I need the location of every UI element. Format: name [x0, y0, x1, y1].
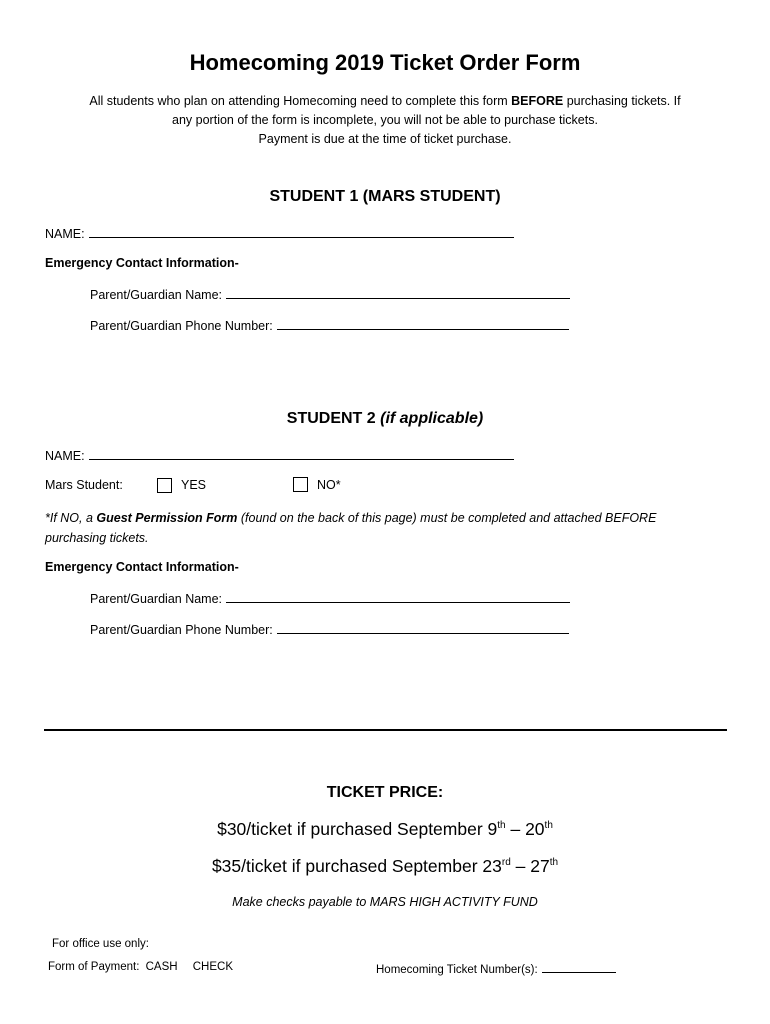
student1-name-row — [45, 225, 514, 241]
price-1-sup-a: th — [497, 820, 506, 832]
student2-guardian-name-field[interactable] — [226, 590, 570, 603]
note-start: *If NO, a — [45, 511, 97, 525]
ticket-numbers-field[interactable] — [542, 961, 616, 973]
student1-guardian-phone-row — [90, 317, 569, 333]
check-option[interactable]: CHECK — [192, 961, 234, 973]
student1-guardian-phone-field[interactable] — [277, 317, 569, 330]
no-label: NO* — [317, 478, 341, 492]
page-title: Homecoming 2019 Ticket Order Form — [189, 50, 581, 75]
student1-guardian-name-label: Parent/Guardian Name: — [90, 288, 223, 302]
price-line-1 — [0, 819, 770, 840]
intro-line-1 — [0, 92, 770, 111]
student2-guardian-name-row — [90, 590, 570, 606]
student2-heading-main: STUDENT 2 — [286, 410, 381, 427]
yes-checkbox[interactable] — [157, 478, 172, 493]
cash-option[interactable]: CASH — [145, 961, 178, 973]
ticket-numbers-row — [376, 961, 616, 976]
price-2-text: $35/ticket if purchased September 23 — [211, 856, 502, 876]
yes-label: YES — [181, 478, 207, 492]
form-of-payment-row — [48, 961, 233, 973]
student1-name-label: NAME: — [45, 227, 85, 241]
student2-name-field[interactable] — [89, 447, 514, 460]
intro-line-1-start: All students who plan on attending Homecoming need to complete this form — [89, 94, 512, 108]
section-divider — [44, 729, 727, 731]
student2-name-label: NAME: — [45, 449, 85, 463]
student2-heading — [0, 410, 770, 428]
price-1-text-end: – 20 — [505, 819, 545, 839]
mars-student-label: Mars Student: — [45, 478, 123, 492]
student2-guardian-phone-row — [90, 621, 569, 637]
ticket-numbers-label: Homecoming Ticket Number(s): — [376, 964, 538, 976]
intro-line-2: any portion of the form is incomplete, you will not be able to purchase tickets. — [172, 113, 598, 127]
student1-name-field[interactable] — [89, 225, 514, 238]
intro-line-1-end: purchasing tickets. If — [563, 94, 681, 108]
student2-guardian-name-label: Parent/Guardian Name: — [90, 592, 223, 606]
student2-name-row — [45, 447, 514, 463]
office-use-label: For office use only: — [52, 938, 149, 950]
price-2-sup-a: rd — [501, 857, 511, 869]
student1-guardian-phone-label: Parent/Guardian Phone Number: — [90, 319, 273, 333]
note-line-2: purchasing tickets. — [45, 531, 149, 545]
guest-permission-note — [45, 508, 735, 548]
intro-line-3: Payment is due at the time of ticket purchase. — [258, 132, 512, 146]
guest-permission-form-emphasis: Guest Permission Form — [96, 511, 238, 525]
intro-before-emphasis: BEFORE — [511, 94, 564, 108]
intro-text — [0, 92, 770, 149]
student2-guardian-phone-field[interactable] — [277, 621, 569, 634]
price-1-sup-b: th — [544, 820, 553, 832]
checks-payable-note: Make checks payable to MARS HIGH ACTIVITY FUND — [232, 895, 538, 909]
student1-emergency-label: Emergency Contact Information- — [45, 256, 239, 270]
student1-guardian-name-field[interactable] — [226, 286, 570, 299]
student1-guardian-name-row — [90, 286, 570, 302]
price-2-sup-b: th — [549, 857, 559, 869]
note-end: (found on the back of this page) must be completed and attached BEFORE — [237, 511, 657, 525]
student1-heading: STUDENT 1 (MARS STUDENT) — [269, 188, 501, 205]
form-of-payment-label: Form of Payment: — [48, 961, 140, 973]
no-checkbox[interactable] — [293, 477, 308, 492]
ticket-price-heading: TICKET PRICE: — [326, 784, 444, 801]
student2-heading-italic: (if applicable) — [380, 410, 484, 427]
price-line-2 — [0, 856, 770, 877]
price-1-text: $30/ticket if purchased September 9 — [217, 819, 498, 839]
price-2-text-end: – 27 — [510, 856, 550, 876]
student2-guardian-phone-label: Parent/Guardian Phone Number: — [90, 623, 273, 637]
student2-emergency-label: Emergency Contact Information- — [45, 560, 239, 574]
